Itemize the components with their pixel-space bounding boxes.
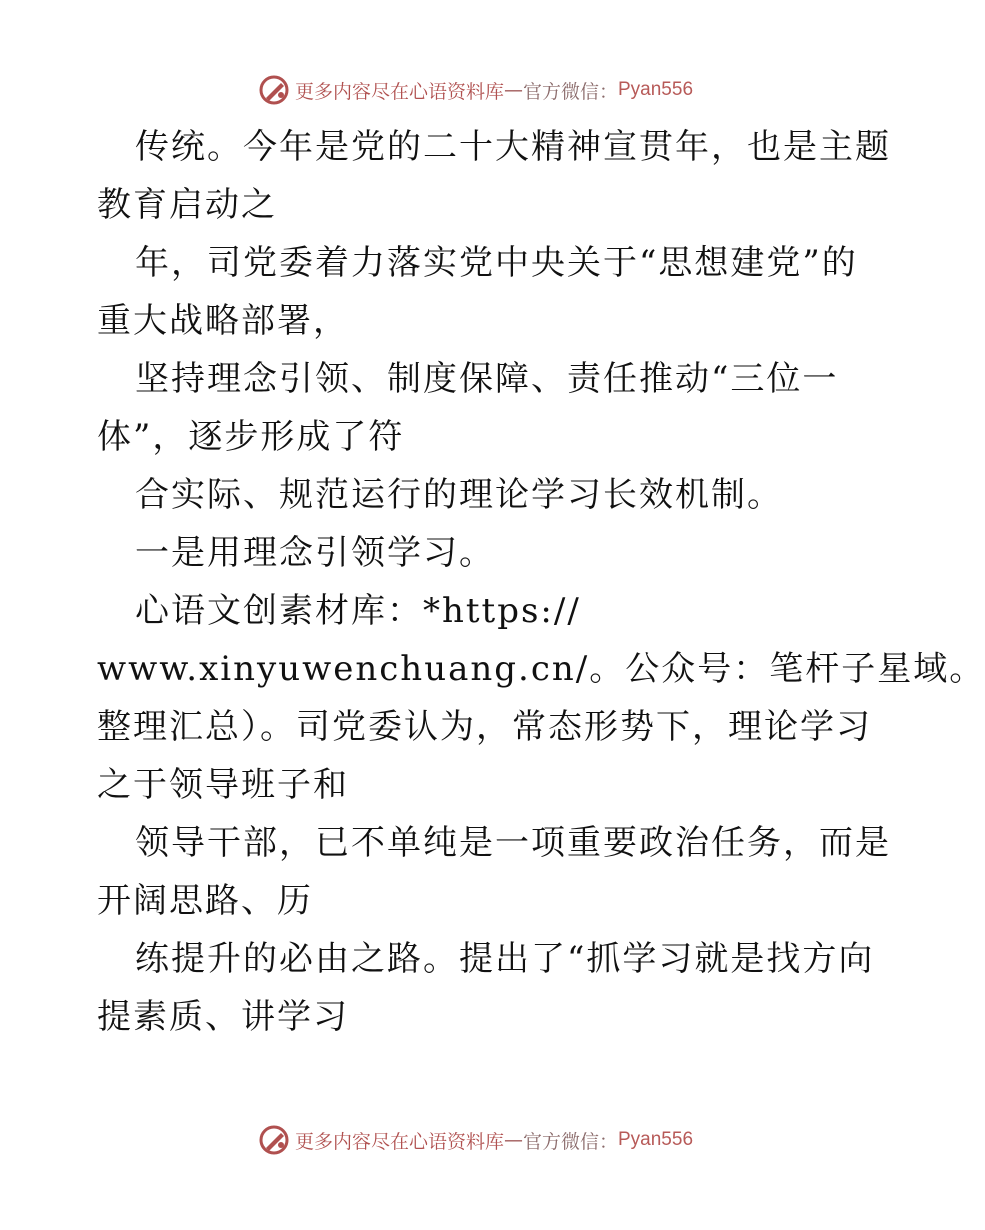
text-line: 心语文创素材库：*https://	[135, 591, 581, 631]
text-line: 整理汇总）。司党委认为，常态形势下，理论学习	[97, 707, 872, 747]
watermark-text: 更多内容尽在心语资料库	[294, 80, 504, 103]
text-line: 重大战略部署，	[97, 301, 349, 341]
watermark-wechat-id: Pyan556	[618, 79, 694, 100]
text-line: 一是用理念引领学习。	[135, 533, 495, 573]
text-line-url: www.xinyuwenchuang.cn/。公众号：笔杆子星域。	[97, 649, 985, 689]
text-line: 坚持理念引领、制度保障、责任推动“三位一	[135, 359, 839, 399]
text-line: 年，司党委着力落实党中央关于“思想建党”的	[135, 243, 858, 283]
footer-watermark	[0, 1120, 950, 1160]
watermark-separator: —	[503, 1129, 523, 1151]
text-line: 提素质、讲学习	[97, 997, 349, 1037]
text-line: 之于领导班子和	[97, 765, 349, 805]
pen-seal-icon	[257, 1123, 291, 1157]
document-body	[97, 118, 985, 1046]
text-line: 传统。今年是党的二十大精神宣贯年，也是主题	[135, 127, 891, 167]
watermark-wechat-label: 官方微信：	[522, 1130, 618, 1153]
watermark-wechat-id: Pyan556	[618, 1129, 694, 1150]
text-line: 体”，逐步形成了符	[97, 417, 405, 457]
watermark-text: 更多内容尽在心语资料库	[294, 1130, 504, 1153]
pen-seal-icon	[257, 73, 291, 107]
text-line: 领导干部，已不单纯是一项重要政治任务，而是	[135, 823, 891, 863]
watermark-wechat-label: 官方微信：	[522, 80, 618, 103]
text-line: 练提升的必由之路。提出了“抓学习就是找方向	[135, 939, 875, 979]
text-line: 开阔思路、历	[97, 881, 313, 921]
header-watermark	[0, 70, 950, 110]
text-line: 合实际、规范运行的理论学习长效机制。	[135, 475, 783, 515]
watermark-separator: —	[503, 79, 523, 101]
text-line: 教育启动之	[97, 185, 277, 225]
